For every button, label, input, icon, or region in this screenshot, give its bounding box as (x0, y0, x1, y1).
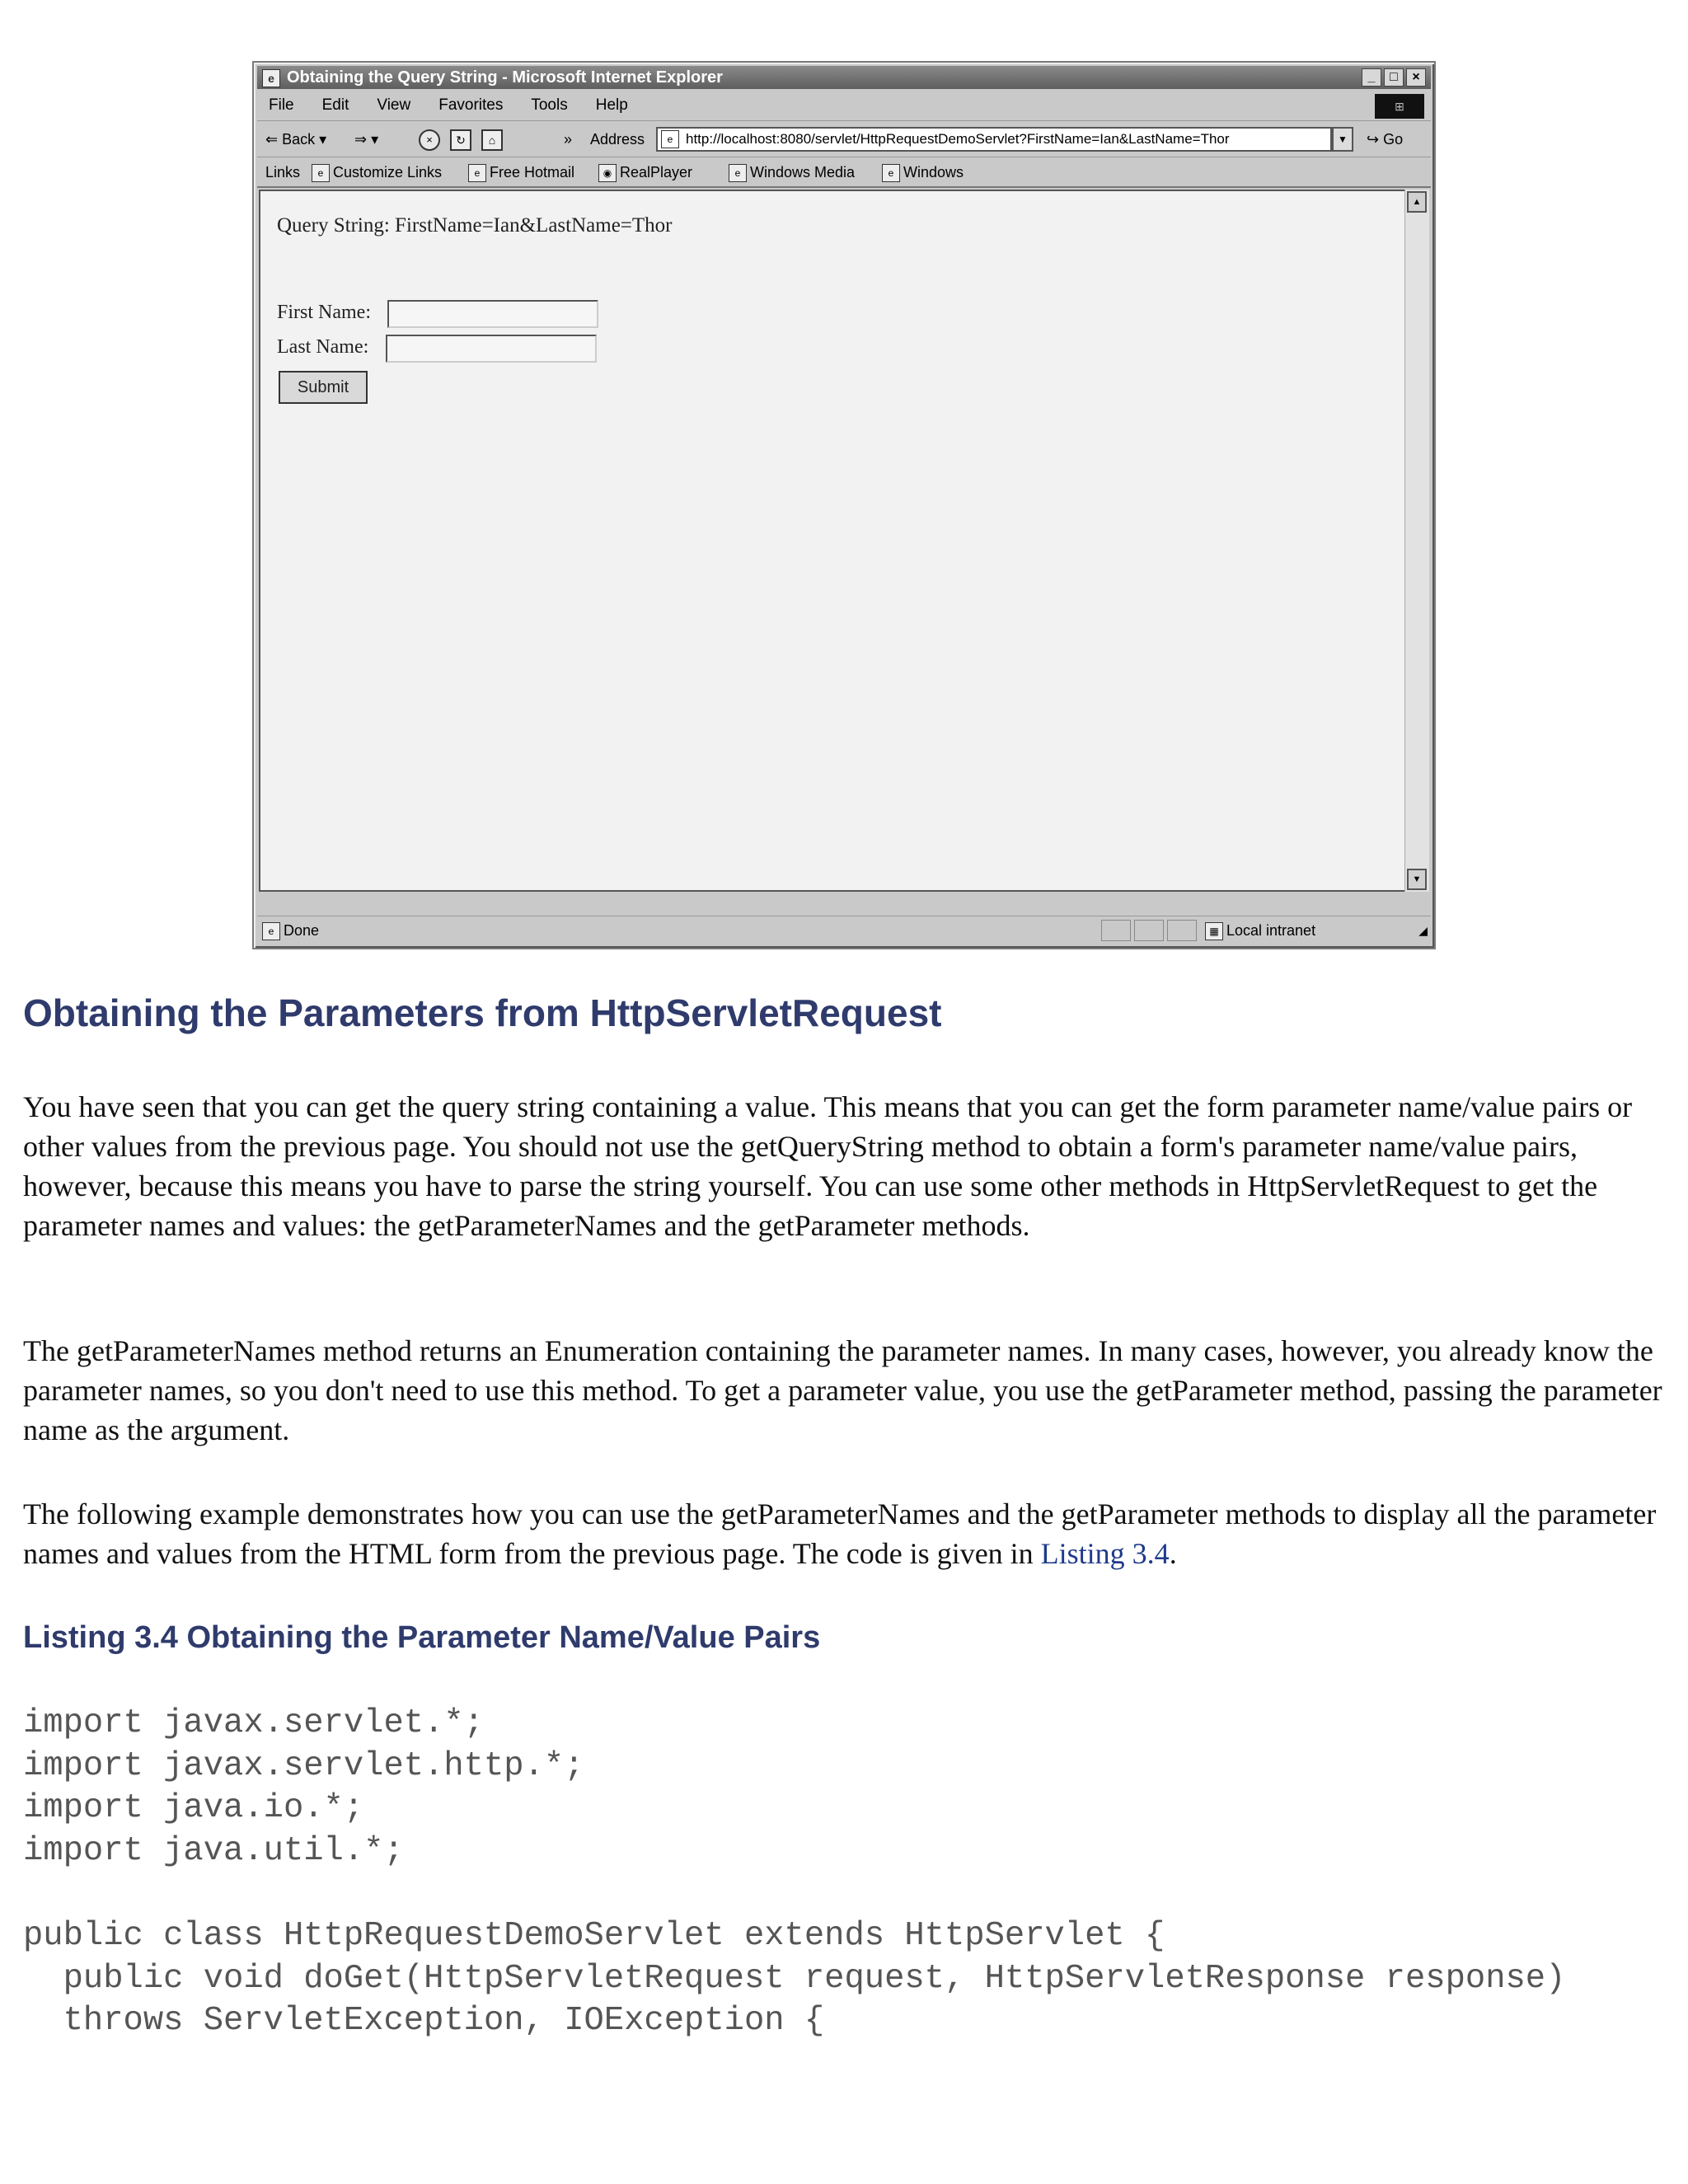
link-label: RealPlayer (620, 164, 693, 180)
menu-file[interactable]: File (269, 96, 294, 114)
menu-edit[interactable]: Edit (321, 96, 349, 114)
page-icon: e (468, 164, 486, 182)
scroll-down-icon[interactable]: ▼ (1407, 869, 1427, 890)
first-name-label: First Name: (277, 302, 371, 323)
address-input[interactable] (656, 127, 1332, 152)
menu-help[interactable]: Help (595, 96, 628, 114)
link-windows[interactable] (882, 158, 964, 186)
paragraph-1: You have seen that you can get the query string containing a value. This means that you can get the form parameter name/value pairs or other values from the previous page. You should not use the getQueryString method to obtain a form's parameter name/value pairs, however, because this means you have to parse the string yourself. You can use some other methods in HttpServletRequest to get the parameter names and values: the getParameterNames and the getParameter methods. (23, 1090, 1633, 1242)
go-label: Go (1383, 131, 1404, 148)
zone-text: Local intranet (1226, 922, 1316, 939)
address-label: Address (590, 131, 645, 148)
submit-button[interactable]: Submit (279, 371, 368, 404)
menu-favorites[interactable]: Favorites (438, 96, 504, 114)
back-arrow-icon: ⇐ (265, 131, 279, 148)
resize-grip-icon[interactable]: ◢ (1418, 924, 1428, 937)
code-listing: import javax.servlet.*; import javax.servlet.http.*; import java.io.*; import java.util.*; public class HttpRequestDemoServlet extends HttpServlet { public void doGet(HttpServletRequest request, HttpServletResponse response) throws ServletException, IOException { (23, 1704, 1566, 2041)
status-cell (1101, 920, 1131, 941)
intranet-icon: ▦ (1205, 922, 1223, 940)
status-cell (1167, 920, 1197, 941)
home-icon[interactable]: ⌂ (481, 129, 503, 151)
stop-icon[interactable]: × (419, 129, 440, 151)
first-name-input[interactable] (387, 300, 598, 328)
link-label: Windows (903, 164, 964, 180)
status-cell (1134, 920, 1164, 941)
menu-bar (257, 91, 1431, 121)
paragraph-3-end: . (1169, 1537, 1177, 1570)
close-button[interactable]: × (1406, 68, 1426, 87)
link-realplayer[interactable] (598, 158, 692, 186)
link-label: Windows Media (750, 164, 856, 180)
status-zone (1205, 916, 1315, 944)
last-name-label: Last Name: (277, 336, 369, 358)
link-label: Customize Links (333, 164, 443, 180)
standard-toolbar (257, 122, 1431, 157)
paragraph-3 (23, 1494, 1663, 1573)
back-dropdown-icon[interactable]: ▾ (319, 131, 327, 148)
listing-title: Listing 3.4 Obtaining the Parameter Name/Value Pairs (23, 1620, 821, 1655)
forward-dropdown-icon[interactable]: ▾ (371, 131, 379, 148)
page-content (259, 190, 1406, 892)
scroll-up-icon[interactable]: ▲ (1407, 191, 1427, 213)
paragraph-2: The getParameterNames method returns an Enumeration containing the parameter names. In many cases, however, you already know the parameter names, so you don't need to use this method. To get a parameter value, you use the getParameter method, passing the parameter name as the argument. (23, 1334, 1662, 1446)
vertical-scrollbar[interactable] (1404, 190, 1429, 892)
status-done (262, 916, 319, 944)
page-icon: e (661, 130, 679, 148)
maximize-button[interactable]: □ (1384, 68, 1404, 87)
links-bar (257, 158, 1431, 188)
menu-tools[interactable]: Tools (531, 96, 568, 114)
ie-icon: e (262, 69, 280, 87)
link-label: Free Hotmail (490, 164, 575, 180)
browser-window (252, 61, 1436, 949)
query-string-text: Query String: FirstName=Ian&LastName=Thor (277, 214, 673, 237)
minimize-button[interactable]: _ (1362, 68, 1381, 87)
go-button[interactable] (1367, 122, 1403, 157)
page-icon: e (262, 922, 280, 940)
section-title: Obtaining the Parameters from HttpServletRequest (23, 991, 942, 1034)
listing-link[interactable]: Listing 3.4 (1040, 1537, 1170, 1570)
status-bar (257, 916, 1431, 944)
page-icon: e (312, 164, 330, 182)
links-label: Links (265, 164, 301, 180)
page-icon: e (882, 164, 900, 182)
last-name-input[interactable] (386, 335, 597, 363)
back-button[interactable] (265, 122, 326, 157)
realplayer-icon: ◉ (598, 164, 617, 182)
window-title: Obtaining the Query String - Microsoft Internet Explorer (287, 68, 723, 87)
link-customize-links[interactable] (312, 158, 442, 186)
paragraph-3-text: The following example demonstrates how you can use the getParameterNames and the getParameter methods to display all the parameter names and values from the HTML form from the previous page. The code is given in (23, 1497, 1657, 1570)
forward-button[interactable] (354, 122, 378, 157)
windows-logo-icon: ⊞ (1375, 94, 1424, 119)
status-text: Done (284, 922, 320, 939)
refresh-icon[interactable]: ↻ (450, 129, 471, 151)
menu-view[interactable]: View (377, 96, 411, 114)
address-url: http://localhost:8080/servlet/HttpRequestDemoServlet?FirstName=Ian&LastName=Thor (686, 131, 1230, 147)
back-label: Back (282, 131, 316, 148)
link-free-hotmail[interactable] (468, 158, 574, 186)
address-dropdown-icon[interactable]: ▼ (1332, 127, 1353, 152)
title-bar (257, 66, 1431, 89)
go-arrow-icon: ↪ (1367, 131, 1380, 148)
toolbar-chevron[interactable]: » (564, 131, 573, 148)
page-icon: e (729, 164, 747, 182)
forward-arrow-icon: ⇒ (354, 131, 368, 148)
link-windows-media[interactable] (729, 158, 855, 186)
